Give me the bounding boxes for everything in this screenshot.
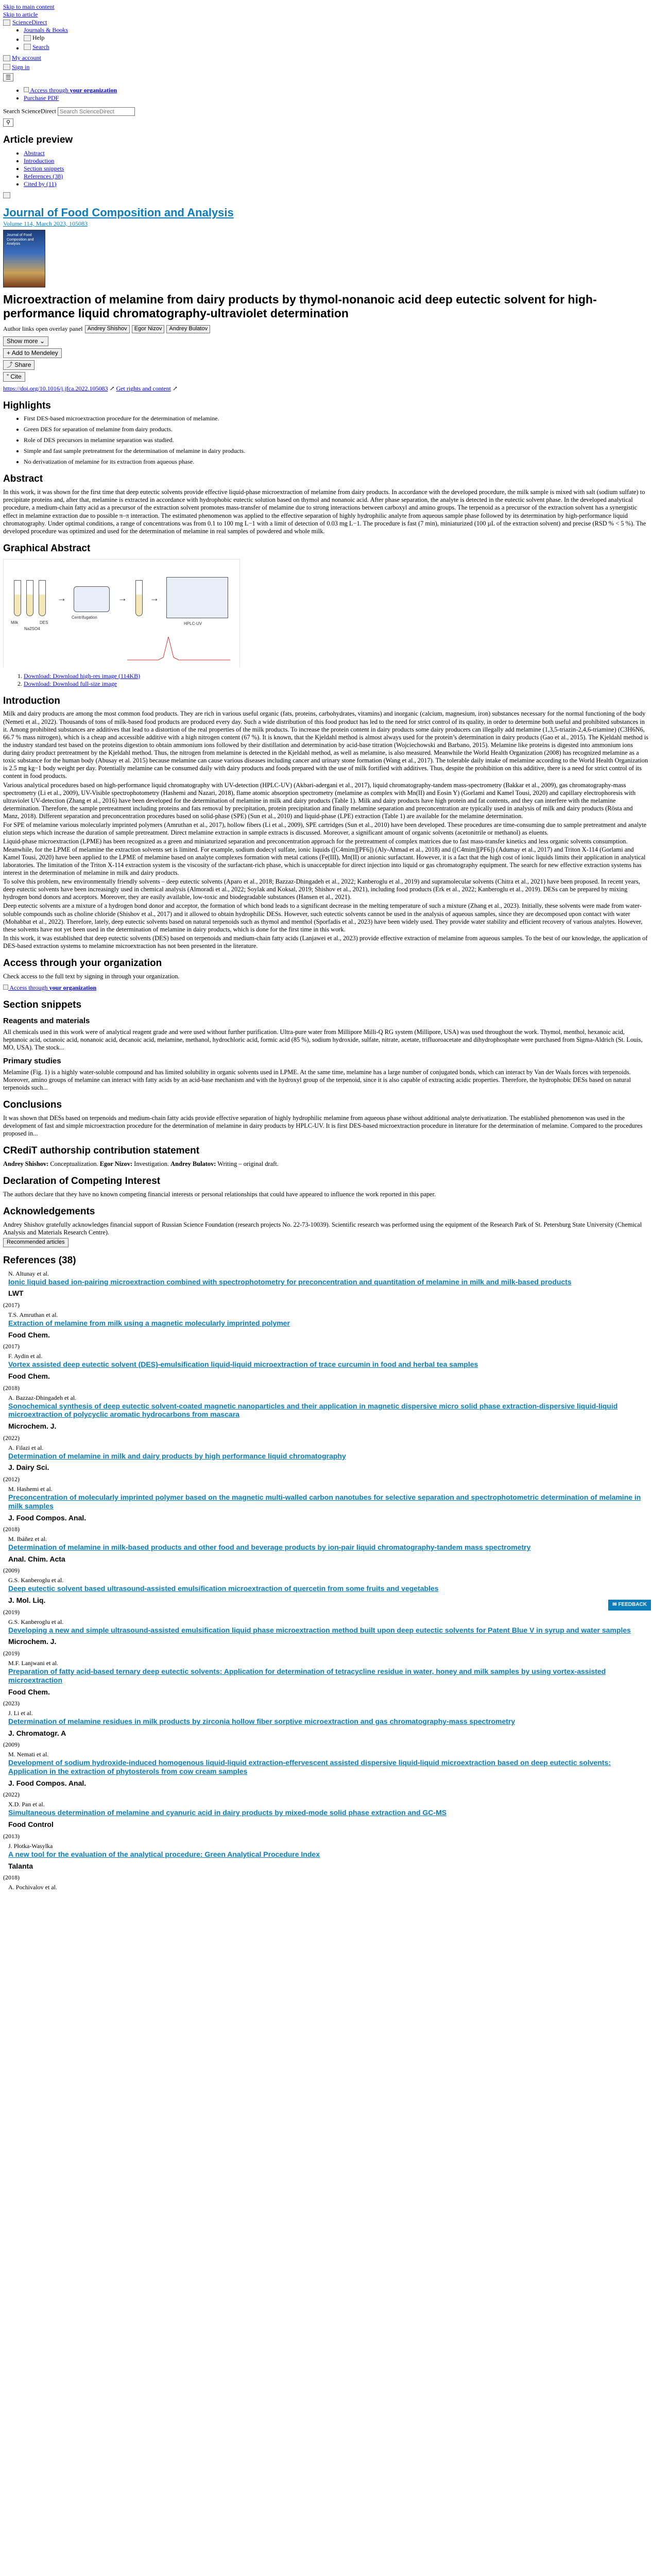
elsevier-logo[interactable] (3, 192, 650, 200)
search-form (3, 107, 650, 116)
label-milk: Milk (11, 620, 19, 625)
article-preview-heading: Article preview (3, 134, 73, 146)
nav-item-journals (24, 26, 650, 34)
reference-title-link[interactable]: A new tool for the evaluation of the analytical procedure: Green Analytical Procedure Index (8, 1850, 320, 1858)
institution-icon (24, 87, 29, 92)
reference-journal: J. Food Compos. Anal. (8, 1513, 87, 1522)
doi-link[interactable]: https://doi.org/10.1016/j.jfca.2022.105083 (3, 384, 108, 392)
author-list (3, 325, 650, 333)
highlights-list (3, 415, 650, 466)
reference-year: (2022) (3, 1791, 20, 1799)
chevron-down-icon: ⌄ (40, 337, 45, 345)
introduction-paragraph: For SPE of melamine various molecularly imprinted polymers (Amruthan et al., 2017), hollow fibers (Li et al., 2009), SPE cartridges (Sun et al., 2010) have been developed. These procedures are time-consuming due to sample pretreatment and analyte elution steps which increase the duration of sample pretreatment. Direct melamine extraction in sample extracts is discussed. Moreover, a significant amount of organic solvents (acetonitrile or methanol) as eluents. (3, 821, 647, 837)
menu-button[interactable] (3, 73, 650, 81)
header-nav (24, 26, 650, 52)
reference-title-link[interactable]: Sonochemical synthesis of deep eutectic solvent-coated magnetic nanoparticles and their application in magnetic dispersive micro solid phase extraction-dispersive liquid-liquid microextraction of polycyclic aromatic hydrocarbons from mascara (8, 1401, 618, 1419)
acknowledgements-text: Andrey Shishov gratefully acknowledges financial support of Russian Science Foundation (research projects No. 22-73-10039). Scientific research was performed using the equipment of the Research Park of St. Petersburg State University (Chemical Analysis and Materials Research Centre). (3, 1221, 642, 1236)
reference-journal: Microchem. J. (8, 1637, 57, 1646)
outline-link[interactable]: Introduction (24, 157, 55, 164)
journal-cover-title: Journal of Food Composition and Analysis (7, 233, 34, 246)
reference-year: (2018) (3, 1384, 20, 1392)
user-icon (3, 55, 10, 61)
hamburger-icon: ☰ (3, 73, 13, 81)
access-box (3, 984, 650, 992)
outline-item (24, 180, 650, 188)
outline-link[interactable]: Cited by (11) (24, 180, 57, 188)
acknowledgements-heading: Acknowledgements (3, 1206, 95, 1217)
introduction-paragraph: In this work, it was established that deep eutectic solvents (DES) based on terpenoids and medium-chain fatty acids (Lanjawei et al., 2023) provide effective extraction of melamine from aqueous samples. To the best of our knowledge, the application of DES-based extraction systems to melamine microextraction has not been presented in the literature. (3, 934, 648, 950)
access-org-button[interactable]: Access through your organization (3, 984, 96, 991)
reference-item (3, 1577, 650, 1616)
search-input[interactable] (58, 107, 135, 116)
arrow-icon: → (150, 592, 159, 603)
competing-text: The authors declare that they have no known competing financial interests or personal relationships that could have appeared to influence the work reported in this paper. (3, 1191, 436, 1198)
show-more-button[interactable]: Show more ⌄ (3, 336, 48, 346)
introduction-paragraph: Liquid-phase microextraction (LPME) has been recognized as a green and miniaturized separation and preconcentration approach for the pretreatment of complex matrices due to fast mass-transfer kinetics and less organic solvents consumption. Meanwhile, for the LPME of melamine the extraction solvents set is limited. For example, sodium dodecyl sulfate, ionic liquids ([C4mim][PF6]) (Aly-Ahmad et al., 2018) and ([C4mim][PF6]) (Adumay et al., 2017) and Triton X-114 (Gorlami and Kamel Tousi, 2020) have been applied to the LPME of melamine based on analyte complexes formation with metal cations (Fe(III), Mn(II) or anionic surfactant. However, it is a fact that the high cost of ionic liquids limits their application in analytical laboratories. The limitation of the Triton X-114 extraction system is the viscosity of the surfactant-rich phase, which is unacceptable for direct injection into liquid or gas chromatography equipment. The search for new effective extraction systems has interest in the determination of melamine in milk and dairy products. (3, 838, 646, 876)
download-item (24, 672, 650, 680)
search-button[interactable]: • Search (24, 43, 49, 51)
competing-heading: Declaration of Competing Interest (3, 1176, 161, 1187)
introduction-paragraph: To solve this problem, new environmentally friendly solvents – deep eutectic solvents (Aparo et al., 2018; Bazzaz-Dhingadeh et al., 2022; Kanberoglu et al., 2019) and supramolecular solvents (Chitra et al., 2021) have been proposed. In recent years, deep eutectic solvents have been increasingly used in chemical analysis (Almoradi et al., 2022; Soylak and Koksal, 2019; Shishov et al., 2021), including food products (Erk et al., 2022; Kanberoglu et al., 2019). DESs can be prepared by mixing hydrogen bond donors and acceptors. Moreover, they are easily available, low-toxic and biodegradable substances (Hansen et al., 2021). (3, 878, 640, 901)
reference-authors: M.F. Lanjwani et al. (8, 1659, 59, 1667)
reference-item (3, 1394, 650, 1442)
download-list (3, 672, 650, 688)
reference-title-link[interactable]: Extraction of melamine from milk using a magnetic molecularly imprinted polymer (8, 1318, 290, 1327)
sciencedirect-link[interactable]: ScienceDirect (12, 19, 47, 26)
conclusions-text: It was shown that DESs based on terpenoids and medium-chain fatty acids provide effective separation of highly hydrophilic melamine from aqueous phase without additional analyte derivatization. The established phenomenon was used in the development of fast and simple microextraction procedure for the determination of melamine in dairy products by HPLC-UV. It is first DES-based microextraction procedure in literature for the determination of melamine. Compared to the procedures proposed in... (3, 1114, 643, 1138)
purchase-pdf-link[interactable]: Purchase PDF (24, 94, 59, 102)
tube-phase-icon (135, 580, 143, 616)
outline-link[interactable]: Section snippets (24, 165, 64, 172)
reference-journal: Food Control (8, 1820, 54, 1829)
author-links-label: Author links open overlay panel (3, 325, 83, 333)
reference-year: (2012) (3, 1475, 20, 1483)
graphical-abstract-figure (4, 560, 239, 668)
reference-authors: M. Nemati et al. (8, 1751, 49, 1758)
download-full-size-link[interactable]: Download: Download full-size image (24, 680, 117, 687)
feedback-button[interactable]: ✉ FEEDBACK (608, 1600, 651, 1611)
author-button[interactable]: Andrey Bulatov (166, 325, 210, 333)
help-button[interactable]: • Help (24, 34, 44, 42)
journal-title[interactable]: Journal of Food Composition and Analysis (3, 206, 234, 219)
introduction-paragraph: Milk and dairy products are among the most common food products. They are rich in various useful organic (fats, proteins, carbohydrates, vitamins) and inorganic (calcium, magnesium, iron) substances necessary for the normal functioning of the body (Nemeti et al., 2022). Thousands of tons of milk-based food products are produced every day. Such a wide distribution of this food product has led to the need for strict control of its quality, in order to determine both useful and prohibited substances in it. Among prohibited substances are additives that lead to a distortion of the real properties of the milk products. To increase the protein content in dairy products some dairy producers can illegally add melamine (1,3,5-triazin-2,4,6-triamine) (C3H6N6, 66.7 % mass nitrogen), which is a cheap and accessible additive with a high nitrogen content (67 %). It is known, that the Kjeldahl method is almost always used for the protein’s determination in dairy products (Gao et al., 2015). The Kjeldahl method is the industry standard test based on the proteins digestion to obtain ammonium ions followed by their distillation and determination by acid-base titration (Wojciechowski and Barbano, 2015). Melamine like proteins is digested into ammonium ions during dairy product pretreatment by the Kjeldahl method. Thus, the nitrogen from melamine is detected in the Kjeldahl method, as well as melamine, is also measured. Meanwhile the World Health Organization (2008) has recognized melamine as a toxic substance for the human body (Abusay et al. 2015) because melamine can cause various diseases including cancer and urinary stone formation (Wang et al., 2017). The tolerable daily intake of melamine according to the World Health Organization is 2.5 mg kg−1 body weight per day. Potentially melamine can be consumed daily with dairy products and foods prepared with the use of milk fortified with additives. Thus, despite the prohibition on this additive, there is a need for strict control of its content in food products. (3, 710, 648, 780)
share-icon: ⤴ (7, 361, 13, 368)
highlights-heading: Highlights (3, 400, 51, 411)
reference-authors: N. Altunay et al. (8, 1269, 49, 1277)
reference-item (3, 1884, 650, 1891)
elsevier-tree-icon (3, 192, 10, 198)
search-submit[interactable] (3, 118, 650, 127)
reference-journal: Food Chem. (8, 1330, 50, 1339)
reference-year: (2018) (3, 1874, 20, 1882)
reference-item (3, 1618, 650, 1657)
sign-in-link[interactable]: Sign in (3, 63, 29, 71)
tube-milk-icon (14, 580, 21, 616)
access-heading: Access through your organization (3, 958, 162, 969)
reference-title-link[interactable]: Vortex assisted deep eutectic solvent (DES)-emulsification liquid-liquid microextraction of trace curcumin in food and herbal tea samples (8, 1360, 478, 1369)
reference-authors: J. Li et al. (8, 1709, 33, 1717)
reference-title-link[interactable]: Determination of melamine residues in milk products by zirconia hollow fiber sorptive microextraction and gas chromatography-mass spectrometry (8, 1717, 515, 1726)
graphical-abstract-heading: Graphical Abstract (3, 543, 91, 554)
arrow-icon: → (118, 592, 127, 603)
reference-journal: Food Chem. (8, 1372, 50, 1381)
reference-journal: J. Chromatogr. A (8, 1728, 66, 1737)
reference-item (3, 1842, 650, 1882)
reference-journal: Anal. Chim. Acta (8, 1554, 65, 1563)
article-preview-list (3, 149, 650, 188)
introduction-heading: Introduction (3, 695, 60, 706)
reference-authors: F. Aydin et al. (8, 1352, 43, 1360)
primary-studies-heading: Primary studies (3, 1057, 61, 1066)
access-org-link[interactable]: Access through your organization (24, 87, 117, 94)
institution-icon (3, 985, 8, 990)
journals-link[interactable]: Journals & Books (24, 26, 68, 33)
reference-item (3, 1352, 650, 1392)
chromatogram-icon (127, 632, 230, 663)
reference-journal: J. Food Compos. Anal. (8, 1778, 87, 1787)
author-button[interactable]: Andrey Shishov (85, 325, 130, 333)
reference-journal: Microchem. J. (8, 1422, 57, 1431)
cite-button[interactable]: ” Cite (3, 372, 25, 382)
highlight-item: • No derivatization of melamine for its extraction from aqueous phase. (24, 458, 650, 466)
help-icon (24, 35, 31, 41)
outline-link[interactable]: Abstract (24, 149, 45, 157)
reference-item (3, 1444, 650, 1483)
search-label: Search ScienceDirect (3, 107, 56, 115)
highlight-item: • Simple and fast sample pretreatment for the determination of melamine in dairy products. (24, 447, 650, 455)
search-icon (24, 44, 31, 50)
tube-salt-icon (26, 580, 33, 616)
label-des: DES (40, 620, 48, 625)
credit-text: Andrey Shishov: Conceptualization. Egor Nizov: Investigation. Andrey Bulatov: Writing – original draft. (3, 1160, 279, 1168)
reference-title-link[interactable]: Ionic liquid based ion-pairing microextraction combined with spectrophotometry for preconcentration and quantitation of melamine in milk and milk-based products (8, 1277, 572, 1286)
label-centrifugation: Centrifugation (72, 615, 97, 620)
introduction-paragraph: Deep eutectic solvents are a mixture of a hydrogen bond donor and acceptor, the formation of which bond leads to a significant decrease in the melting temperature of such a mixture (Zhang et al., 2023). Initially, these solvents were made from water-soluble compounds such as choline chloride (Shishov et al., 2017) and it allowed to obtain hydrophilic DESs. However, such eutectic solvents cannot be used in the analysis of aqueous samples, since they are decomposed upon contact with water (Mohabbat et al., 2022). Therefore, lately, deep eutectic solvents based on natural terpenoids such as thymol and menthol (Sporfadis et al., 2023) have been widely used. They provide water stability and efficient recovery of various analytes. However, these solvents have not yet been used in the determination of melamine in dairy products, which is done for the first time in this work. (3, 902, 643, 933)
reference-title-link[interactable]: Preconcentration of molecularly imprinted polymer based on the magnetic multi-walled carbon nanotubes for selective separation and spectrophotometric determination of melamine in milk samples (8, 1493, 641, 1510)
reference-year: (2019) (3, 1649, 20, 1657)
reference-year: (2013) (3, 1832, 20, 1840)
arrow-icon: → (57, 592, 66, 603)
graphical-abstract-image[interactable] (3, 559, 240, 667)
section-snippets-heading: Section snippets (3, 999, 82, 1011)
credit-heading: CRediT authorship contribution statement (3, 1145, 200, 1157)
doi-line (3, 385, 650, 393)
purchase-item (24, 94, 650, 102)
access-list (24, 87, 650, 102)
share-button[interactable]: ⤴ Share (3, 360, 35, 370)
download-high-res-link[interactable]: Download: Download high-res image (114KB) (24, 672, 141, 680)
reference-title-link[interactable]: Preparation of fatty acid-based ternary deep eutectic solvents: Application for determination of tetracycline residue in water, honey and milk samples by using vortex-assisted microextraction (8, 1667, 606, 1684)
recommended-articles-button[interactable]: Recommended articles (3, 1238, 68, 1247)
outline-item (24, 149, 650, 157)
label-salt: Na2SO4 (24, 626, 40, 631)
reagents-heading: Reagents and materials (3, 1016, 90, 1026)
reference-year: (2018) (3, 1526, 20, 1533)
abstract-heading: Abstract (3, 473, 43, 485)
account-area (3, 54, 650, 72)
outline-item (24, 165, 650, 173)
reference-authors: J. Płotka-Wasylka (8, 1842, 53, 1850)
reference-title-link[interactable]: Simultaneous determination of melamine and cyanuric acid in dairy products by mixed-mode solid phase extraction and GC-MS (8, 1808, 447, 1817)
reference-authors: G.S. Kanberoglu et al. (8, 1577, 64, 1584)
nav-item-help (24, 34, 650, 43)
reference-item (3, 1801, 650, 1840)
reagents-text: All chemicals used in this work were of analytical reagent grade and were used without further purification. Ultra-pure water from Millipore Milli-Q RG system (Millipore, USA) was used throughout the work. Thymol, menthol, hexanoic acid, heptanoic acid, octanoic acid, nonanoic acid, decanoic acid, melamine, methanol, hydrochloric acid, formic acid (85 %), sodium hydroxide, sulfate, nitrate, acetate, trifluoroacetate and dihydrophosphate were purchased from Sigma-Aldrich (St. Louis, MO, USA). The stock... (3, 1028, 643, 1052)
tube-des-icon (39, 580, 46, 616)
highlight-item: • Green DES for separation of melamine from dairy products. (24, 426, 650, 433)
access-item (24, 87, 650, 94)
highlight-item: • First DES-based microextraction procedure for the determination of melamine. (24, 415, 650, 422)
reference-year: (2009) (3, 1567, 20, 1574)
article-actions (3, 335, 650, 383)
nav-item-search (24, 43, 650, 53)
skip-links (3, 0, 650, 19)
elsevier-logo-icon (3, 20, 10, 26)
reference-item (3, 1659, 650, 1707)
reference-authors: M. Hashemi et al. (8, 1485, 53, 1493)
reference-year: (2023) (3, 1700, 20, 1707)
external-link-icon: ↗ (172, 384, 178, 392)
abstract-text: In this work, it was shown for the first time that deep eutectic solvents provide effective liquid-phase microextraction of melamine from dairy products. In accordance with the developed procedure, the milk sample is mixed with salt (sodium sulfate) to precipitate proteins and, after that, melamine is extracted in accordance with hydrophobic eutectic solution based on thymol and nonanoic acid. After phase separation, the analyte is detected in the eutectic solvent phase. In the developed analytical procedure, a medium-chain fatty acid as a precursor of the extraction solvent promotes mass-transfer of melamine due to strong interactions between carboxyl and amino groups. The terpenoid as a precursor of the extraction solvent has a synergistic effect in melamine extraction due to possible π–π interaction. The estimated phenomenon was applied to the effective separation of highly hydrophilic analyte from aqueous sample phase followed by its determination by high-performance liquid chromatography. Under optimal conditions, a range of concentrations was from 0.1 to 100 mg L−1 with a limit of detection of 0.03 mg L−1. The procedure is fast (7 min), miniaturized (100 µL of the extraction solvent) and precise (RSD % < 5 %). The developed procedure was optimized and used for the determination of melamine in real samples of powdered and whole milk. (3, 488, 646, 535)
skip-to-main-link[interactable]: Skip to main content (3, 3, 55, 10)
label-hplc: HPLC-UV (184, 621, 202, 626)
reference-journal: J. Mol. Liq. (8, 1596, 46, 1605)
highlight-item: • Role of DES precursors in melamine separation was studied. (24, 436, 650, 444)
header-logo[interactable] (3, 19, 650, 26)
reference-journal: Talanta (8, 1861, 33, 1870)
outline-link[interactable]: References (38) (24, 173, 63, 180)
reference-title-link[interactable]: Deep eutectic solvent based ultrasound-assisted emulsification microextraction of quercetin from some fruits and vegetables (8, 1584, 439, 1593)
reference-authors: T.S. Amruthan et al. (8, 1311, 58, 1318)
reference-title-link[interactable]: Determination of melamine in milk and dairy products by high performance liquid chromatography (8, 1451, 346, 1460)
article-title: Microextraction of melamine from dairy products by thymol-nonanoic acid deep eutectic solvent for high-performance liquid chromatography-ultraviolet determination (3, 292, 597, 320)
sign-in-icon (3, 64, 10, 70)
reference-authors: M. Ibáñez et al. (8, 1535, 47, 1543)
reference-title-link[interactable]: Development of sodium hydroxide-induced homogenous liquid-liquid extraction-effervescent assisted dispersive liquid-liquid microextraction based on deep eutectic solvents: Application in the extraction of phytosterols from cow cream samples (8, 1758, 611, 1776)
magnifier-icon: ⚲ (3, 118, 13, 127)
reference-year: (2009) (3, 1741, 20, 1749)
download-item (24, 680, 650, 688)
introduction-paragraph: Various analytical procedures based on high-performance liquid chromatography with UV-detection (HPLC-UV) (Akbari-adergani et al., 2017), liquid chromatography-tandem mass-spectrometry (Bakkar et al., 2009), gas chromatography-mass spectrometry (Li et al., 2009), UV-Visible spectrophotometry (Hashemi and Nazari, 2018), flame atomic absorption spectrometry (melamine as complex with Mn(II) and Eosin Y) (Gorlami and Kamel Tousi, 2020) and capillary electrophoresis with ultraviolet UV-detection (Zhang et al., 2016) have been developed for the determination of melamine in milk and dairy products (Table 1). Milk and dairy products have high protein and fat contents, and they can interfere with the melamine determination. Therefore, the sample pretreatment including proteins and fats removal by precipitation, protein precipitation and finally melamine separation and preconcentration are typically used in analysis of milk and dairy products (Rösta and Manz, 2018). Different separation and preconcentration procedures based on solid-phase (SPE) (Sun et al., 2010) and liquid-phase (LPE) extraction (Table 1) are available for the melamine determination. (3, 781, 636, 820)
outline-item (24, 173, 650, 180)
my-account-link[interactable]: My account (3, 54, 41, 62)
reference-title-link[interactable]: Developing a new and simple ultrasound-assisted emulsification liquid phase microextraction method built upon deep eutectic solvents for Patent Blue V in syrup and water samples (8, 1625, 631, 1634)
reference-item (3, 1485, 650, 1533)
reference-year: (2022) (3, 1434, 20, 1442)
chat-icon: ✉ (612, 1602, 617, 1607)
reference-year: (2017) (3, 1301, 20, 1309)
journal-cover[interactable] (3, 230, 45, 287)
reference-authors: A. Bazzaz-Dhingadeh et al. (8, 1394, 77, 1401)
conclusions-heading: Conclusions (3, 1099, 62, 1111)
outline-item (24, 157, 650, 165)
quote-icon: ” (7, 372, 9, 380)
reference-year: (2019) (3, 1608, 20, 1616)
plus-icon: + (7, 349, 11, 357)
centrifuge-icon (74, 586, 110, 612)
reference-authors: G.S. Kanberoglu et al. (8, 1618, 64, 1625)
external-link-icon: ↗ (109, 384, 115, 392)
skip-to-article-link[interactable]: Skip to article (3, 11, 38, 18)
reference-item (3, 1270, 650, 1309)
reference-authors: X.D. Pan et al. (8, 1801, 45, 1808)
reference-journal: Food Chem. (8, 1687, 50, 1696)
references-heading: References (38) (3, 1255, 76, 1266)
reference-item (3, 1535, 650, 1574)
reference-authors: A. Filazi et al. (8, 1444, 44, 1451)
reference-title-link[interactable]: Determination of melamine in milk-based products and other food and beverage products by ion-pair liquid chromatography-tandem mass spectrometry (8, 1543, 531, 1552)
reference-authors: A. Pochivalov et al. (8, 1884, 57, 1891)
journal-volume[interactable]: Volume 114, March 2023, 105083 (3, 219, 88, 227)
primary-studies-text: Melamine (Fig. 1) is a highly water-soluble compound and has limited solubility in organic solvents used in LPME. At the same time, melamine has a large number of conjugated bonds, which can interact by Van der Waals forces with terpenoids. Moreover, amino groups of melamine can interact with fatty acids by an acid-base mechanism and with the hydroxyl group of the terpenoid, since it is also capable of extracting acidic properties. Therefore, the hydrophobic DESs based on natural terpenoids such... (3, 1068, 631, 1092)
reference-journal: J. Dairy Sci. (8, 1463, 49, 1472)
author-button[interactable]: Egor Nizov (132, 325, 165, 333)
reference-item (3, 1311, 650, 1350)
add-mendeley-button[interactable]: + Add to Mendeley (3, 348, 62, 358)
reference-item (3, 1709, 650, 1749)
rights-link[interactable]: Get rights and content (116, 384, 171, 392)
reference-item (3, 1751, 650, 1799)
references-list (3, 1270, 650, 1891)
reference-journal: LWT (8, 1289, 24, 1298)
reference-year: (2017) (3, 1343, 20, 1350)
introduction-body (3, 710, 650, 950)
hplc-instrument-icon (166, 577, 228, 618)
access-text: Check access to the full text by signing in through your organization. (3, 972, 180, 980)
